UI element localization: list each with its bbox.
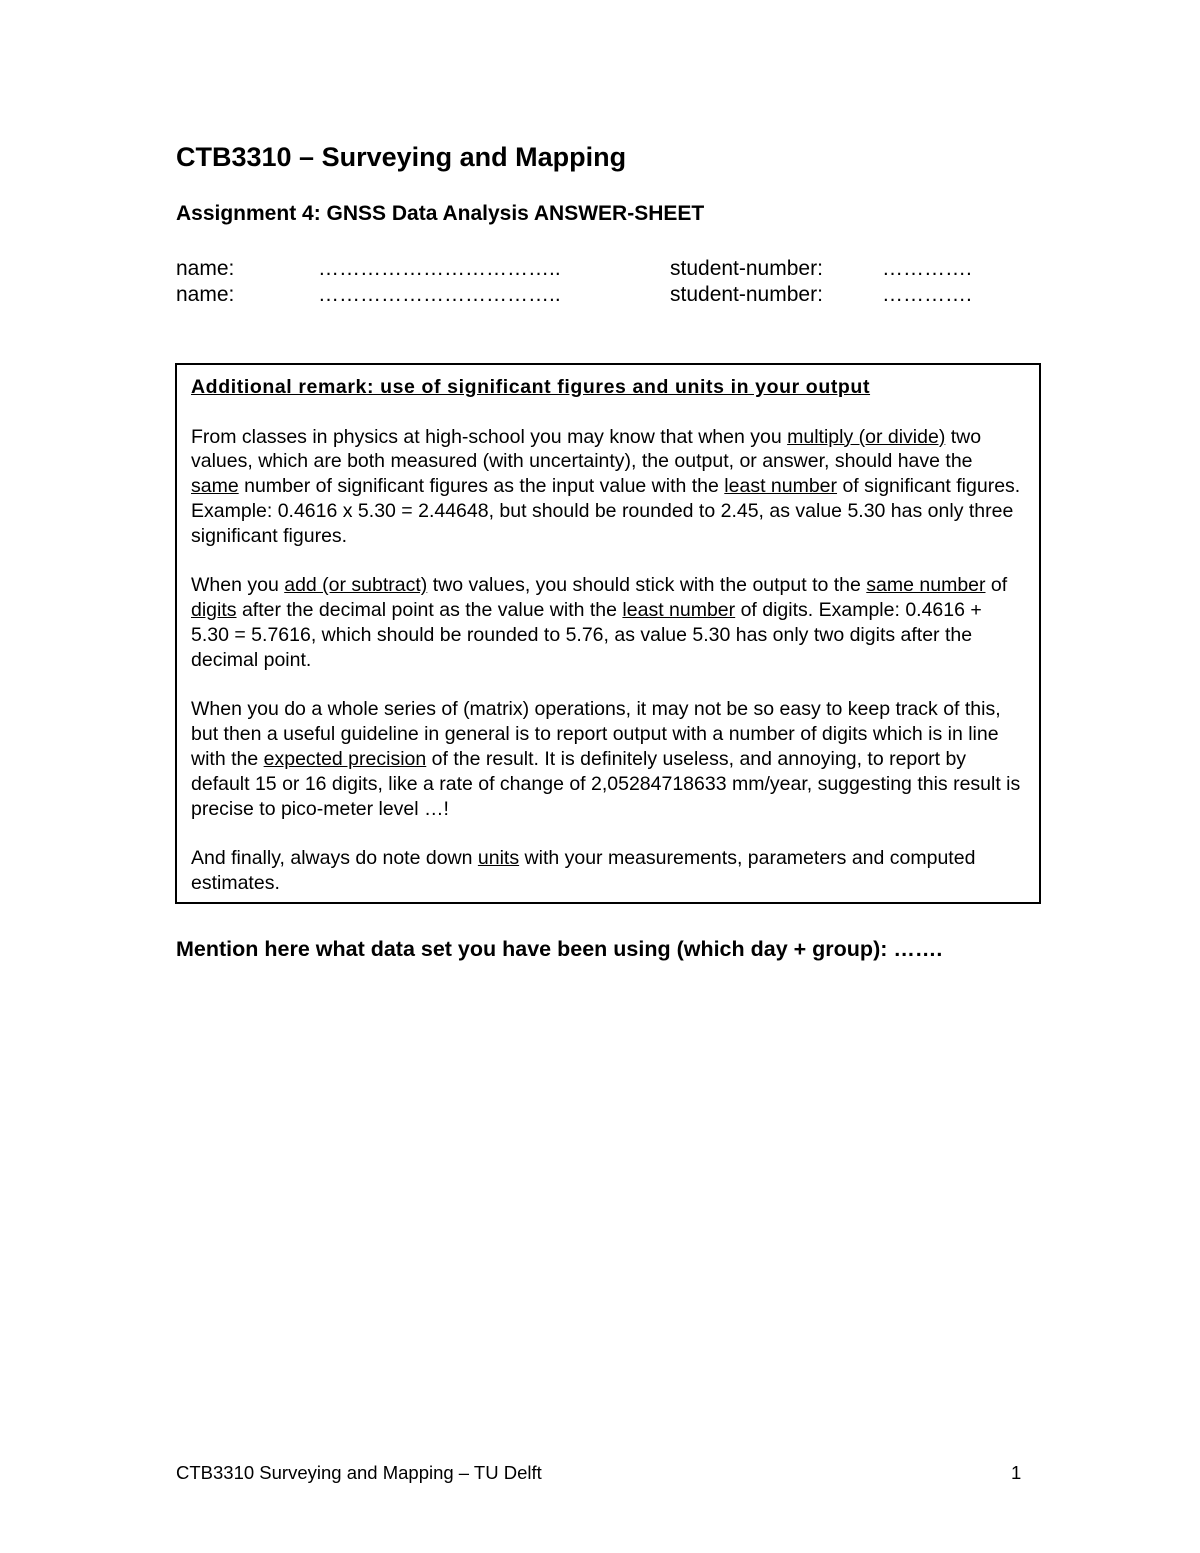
remark-title: Additional remark: use of significant figures and units in your output: [191, 376, 871, 398]
page-footer: CTB3310 Surveying and Mapping – TU Delft: [176, 1462, 542, 1483]
remark-text: of the result. It is definitely useless, and annoying, to report by default 15 or 16 digits, like a rate of change of 2,05284718633 mm/year, suggesting this result is precise to pico-meter level …!: [191, 747, 1021, 820]
remark-text: of significant figures. Example: 0.4616 x 5.30 = 2.44648, but should be rounded to 2.45, as value 5.30 has only three significant figures.: [191, 475, 1021, 547]
remark-text: two values, which are both measured (with uncertainty), the output, or answer, should have the: [191, 425, 982, 473]
underlined-term: add (or subtract): [284, 574, 428, 597]
student-row-2: [176, 282, 1036, 308]
remark-text: with your measurements, parameters and computed estimates.: [191, 847, 976, 894]
remark-text: And finally, always do note down: [191, 847, 478, 870]
remark-paragraph-multiply: [191, 425, 1025, 549]
name-field: ……………………………..: [318, 283, 561, 306]
remark-text: two values, you should stick with the output to the: [427, 574, 867, 597]
student-fields: [176, 256, 1036, 308]
remark-paragraph-series: [191, 697, 1025, 821]
document-title: CTB3310 – Surveying and Mapping: [176, 142, 627, 172]
remark-text: When you do a whole series of (matrix) operations, it may not be so easy to keep track of this, but then a useful guideline in general is to report output with a number of digits which is in line with the: [191, 698, 1001, 770]
name-label: name:: [176, 257, 235, 280]
page-number: 1: [1011, 1462, 1022, 1483]
name-field: ……………………………..: [318, 257, 561, 280]
underlined-term: expected precision: [263, 747, 427, 770]
name-label: name:: [176, 283, 235, 306]
underlined-term: least number: [724, 475, 838, 498]
remark-text: From classes in physics at high-school you may know that when you: [191, 425, 788, 448]
remark-paragraph-units: [191, 846, 1025, 896]
underlined-term: digits: [191, 599, 237, 622]
underlined-term: same: [191, 475, 239, 498]
underlined-term: units: [477, 847, 520, 870]
student-number-field: ………….: [882, 257, 972, 280]
student-number-label: student-number:: [670, 257, 823, 280]
underlined-term: same number: [866, 574, 986, 597]
remark-text: of digits. Example: 0.4616 + 5.30 = 5.7616, which should be rounded to 5.76, as value 5.30 has only two digits after the decimal point.: [191, 599, 982, 671]
dataset-question: Mention here what data set you have been using (which day + group): …….: [176, 937, 943, 961]
student-row-1: [176, 256, 1036, 282]
student-number-label: student-number:: [670, 283, 823, 306]
remark-text: of: [985, 574, 1008, 597]
underlined-term: least number: [622, 599, 736, 622]
remark-box: [175, 363, 1041, 904]
remark-text: number of significant figures as the input value with the: [238, 475, 725, 498]
assignment-subtitle: Assignment 4: GNSS Data Analysis ANSWER-SHEET: [176, 202, 705, 225]
remark-text: When you: [191, 574, 285, 597]
underlined-term: multiply (or divide): [787, 425, 946, 448]
student-number-field: ………….: [882, 283, 972, 306]
remark-paragraph-add: [191, 573, 1025, 672]
remark-text: after the decimal point as the value with the: [236, 599, 623, 622]
